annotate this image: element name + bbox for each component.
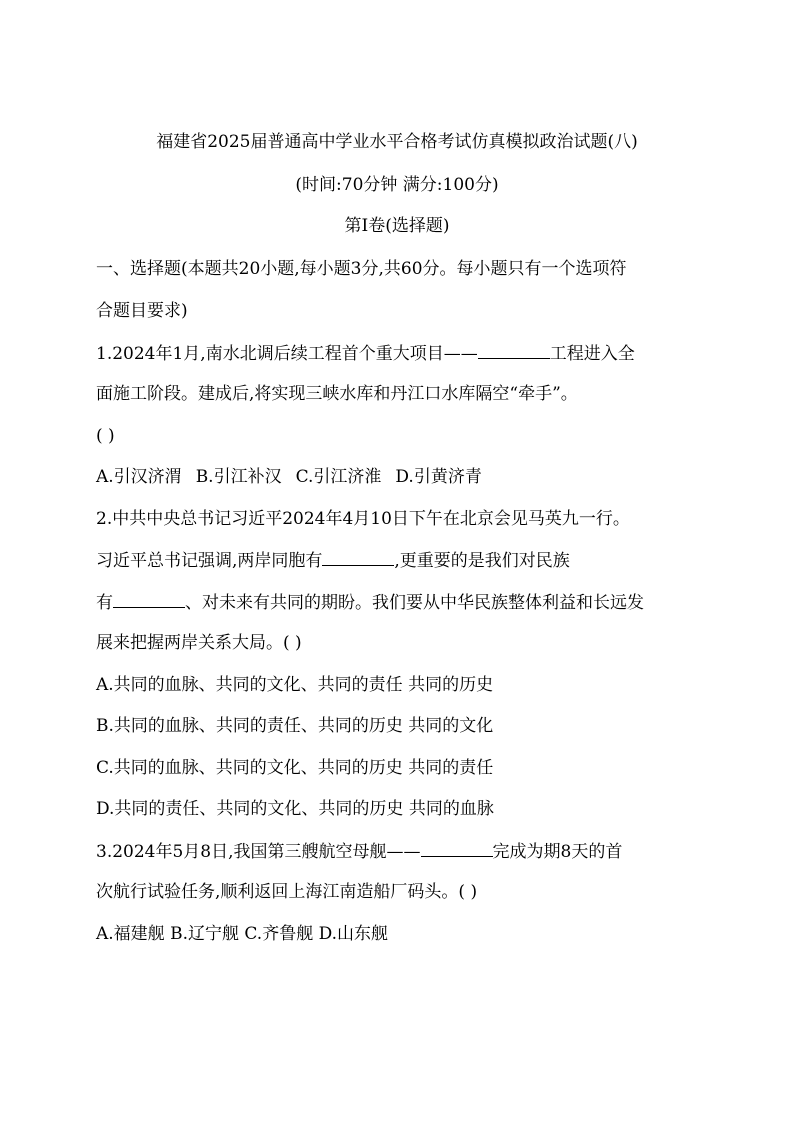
question-3-text-b: 完成为期8天的首 <box>492 842 623 862</box>
question-3-options <box>96 923 388 945</box>
question-2-text-a: 习近平总书记强调,两岸同胞有 <box>96 551 323 571</box>
exam-time-score: (时间:70分钟 满分:100分) <box>295 175 499 195</box>
question-2-option-a: A.共同的血脉、共同的文化、共同的责任 共同的历史 <box>96 675 494 695</box>
question-2-line-2 <box>96 549 570 572</box>
question-2-option-d: D.共同的责任、共同的文化、共同的历史 共同的血脉 <box>96 799 494 819</box>
question-2-option-b: B.共同的血脉、共同的责任、共同的历史 共同的文化 <box>96 716 494 736</box>
question-1-line-1 <box>96 342 635 365</box>
option-c: C.齐鲁舰 <box>244 924 314 944</box>
question-3-text-a: 3.2024年5月8日,我国第三艘航空母舰—— <box>96 842 421 862</box>
question-1-answer-brackets: ( ) <box>96 426 115 446</box>
question-3-line-1 <box>96 840 622 863</box>
question-2-text-b: ,更重要的是我们对民族 <box>394 551 570 571</box>
question-2-line-3 <box>96 591 644 614</box>
answer-blank <box>322 549 394 566</box>
option-d: D.山东舰 <box>318 924 389 944</box>
answer-blank <box>421 840 493 857</box>
option-c: C.引江济淮 <box>295 467 382 487</box>
answer-blank <box>113 591 185 608</box>
question-3-line-2: 次航行试验任务,顺利返回上海江南造船厂码头。( ) <box>96 882 478 902</box>
question-2-option-c: C.共同的血脉、共同的文化、共同的历史 共同的责任 <box>96 758 494 778</box>
question-1-options <box>96 466 482 488</box>
answer-blank <box>478 342 550 359</box>
question-2-line-4: 展来把握两岸关系大局。( ) <box>96 633 302 653</box>
question-2-text-d: 、对未来有共同的期盼。我们要从中华民族整体利益和长远发 <box>185 593 644 613</box>
instructions-line-2: 合题目要求) <box>96 301 188 321</box>
option-b: B.引江补汉 <box>195 467 282 487</box>
option-b: B.辽宁舰 <box>170 924 239 944</box>
question-1-line-2: 面施工阶段。建成后,将实现三峡水库和丹江口水库隔空“牵手”。 <box>96 384 578 404</box>
question-1-text-b: 工程进入全 <box>549 344 635 364</box>
option-a: A.引汉济渭 <box>96 467 182 487</box>
question-2-text-c: 有 <box>96 593 113 613</box>
option-d: D.引黄济青 <box>395 467 482 487</box>
question-2-line-1: 2.中共中央总书记习近平2024年4月10日下午在北京会见马英九一行。 <box>96 509 630 529</box>
section-heading: 第Ⅰ卷(选择题) <box>344 216 450 236</box>
page-title: 福建省2025届普通高中学业水平合格考试仿真模拟政治试题(八) <box>156 132 638 152</box>
question-1-text-a: 1.2024年1月,南水北调后续工程首个重大项目—— <box>96 344 478 364</box>
instructions-line-1: 一、选择题(本题共20小题,每小题3分,共60分。每小题只有一个选项符 <box>96 259 627 279</box>
option-a: A.福建舰 <box>96 924 165 944</box>
